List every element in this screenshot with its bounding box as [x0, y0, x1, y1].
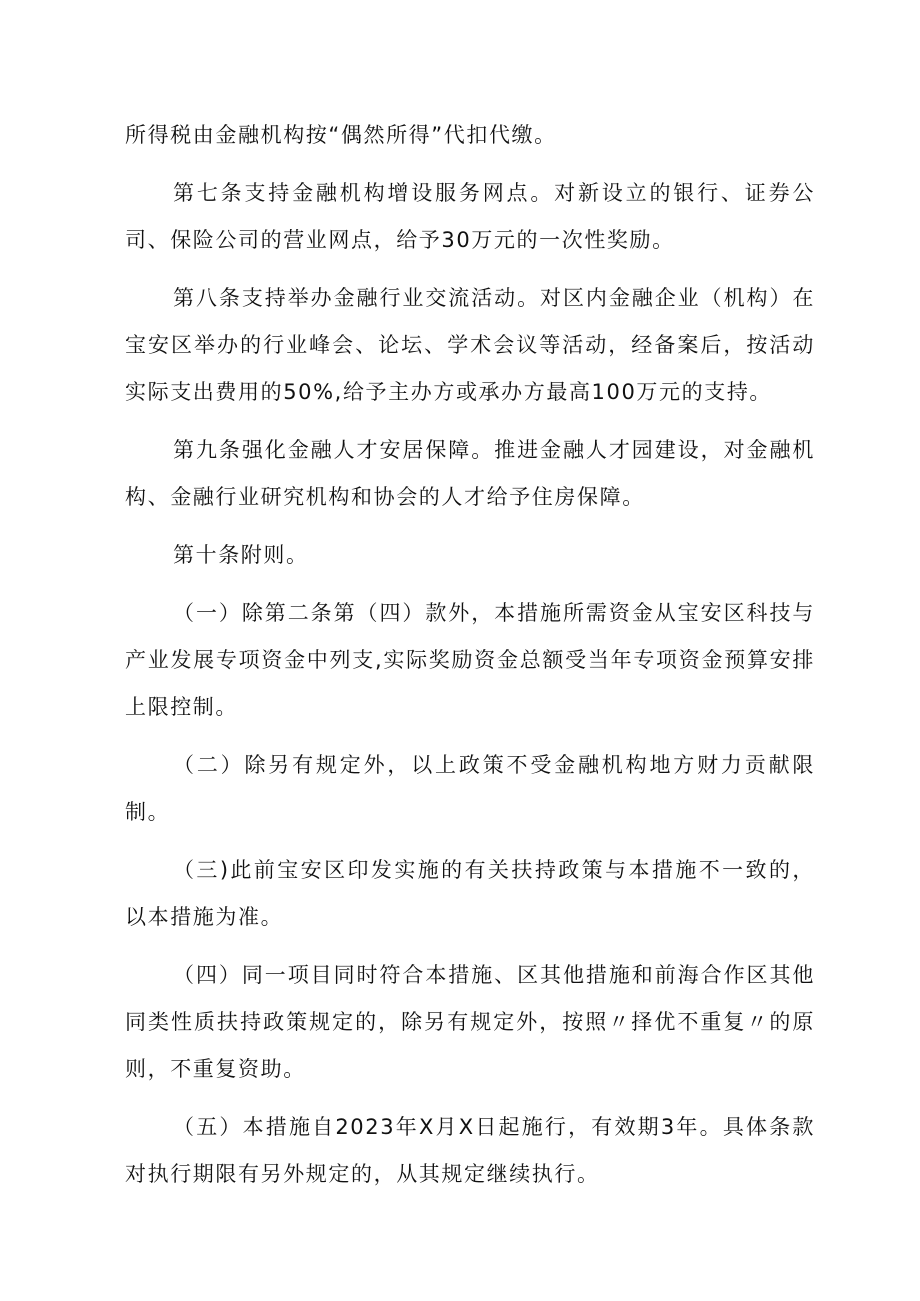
paragraph-article-10-heading: 第十条附则。 [173, 543, 309, 567]
paragraph-clause-5: （五）本措施自2023年X月X日起施行，有效期3年。具体条款对执行期限有另外规定的，从其规定继续执行。 [125, 1115, 815, 1186]
paragraph-article-8: 第八条支持举办金融行业交流活动。对区内金融企业（机构）在宝安区举办的行业峰会、论坛、学术会议等活动，经备案后，按活动实际支出费用的50%,给予主办方或承办方最高100万元的支持。 [125, 286, 815, 404]
document-body [125, 112, 815, 1209]
paragraph-clause-4: （四）同一项目同时符合本措施、区其他措施和前海合作区其他同类性质扶持政策规定的，除另有规定外，按照〃择优不重复〃的原则，不重复资助。 [125, 963, 815, 1081]
paragraph-clause-3: （三)此前宝安区印发实施的有关扶持政策与本措施不一致的，以本措施为准。 [125, 858, 815, 929]
paragraph-continuation: 所得税由金融机构按“偶然所得”代扣代缴。 [125, 123, 557, 147]
paragraph-article-9: 第九条强化金融人才安居保障。推进金融人才园建设，对金融机构、金融行业研究机构和协会的人才给予住房保障。 [125, 438, 815, 509]
paragraph-clause-2: （二）除另有规定外，以上政策不受金融机构地方财力贡献限制。 [125, 753, 815, 824]
paragraph-clause-1: （一）除第二条第（四）款外，本措施所需资金从宝安区科技与产业发展专项资金中列支,实际奖励资金总额受当年专项资金预算安排上限控制。 [125, 601, 815, 719]
paragraph-article-7: 第七条支持金融机构增设服务网点。对新设立的银行、证券公司、保险公司的营业网点，给予30万元的一次性奖励。 [125, 181, 815, 252]
